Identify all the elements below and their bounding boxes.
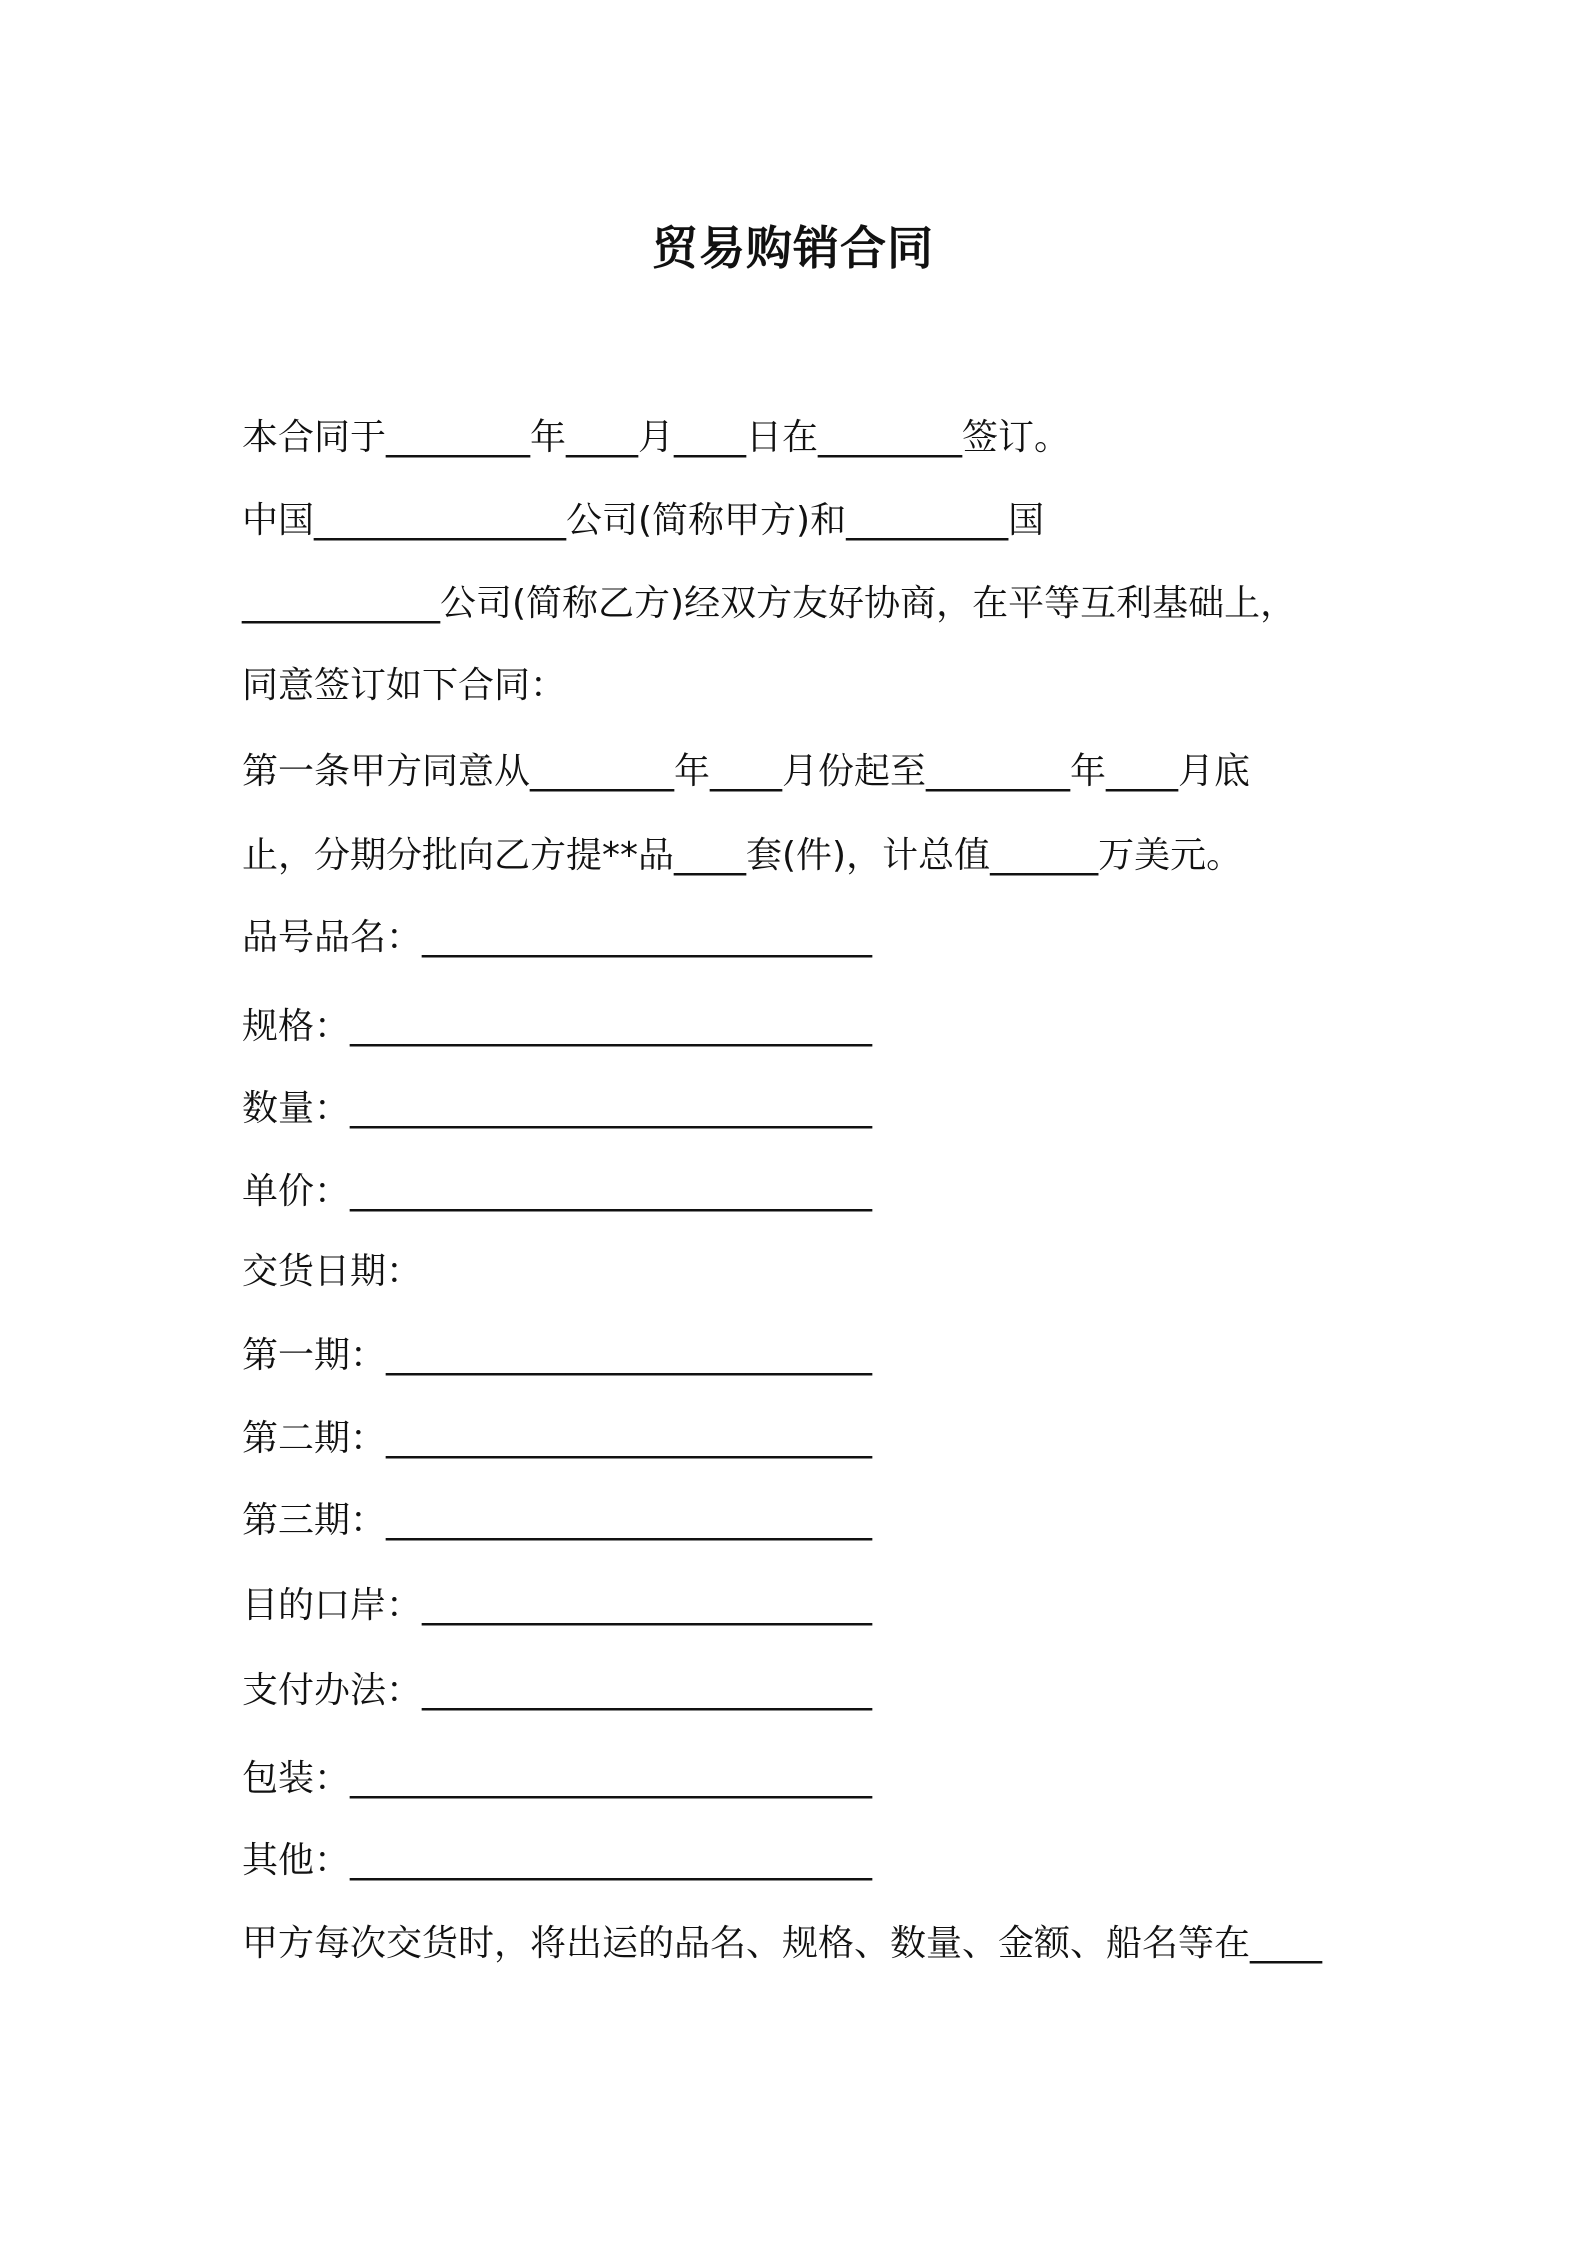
document-title: 贸易购销合同 — [652, 221, 934, 275]
field-specification: 规格：_____________________________ — [242, 1006, 873, 1047]
field-product-name: 品号品名：_________________________ — [242, 917, 873, 958]
clause-agreement: 同意签订如下合同： — [242, 665, 567, 706]
article-1-line-2: 止，分期分批向乙方提**品____套(件)，计总值______万美元。 — [242, 835, 1243, 876]
field-phase-3: 第三期：___________________________ — [242, 1500, 873, 1541]
clause-party-b: ___________公司(简称乙方)经双方友好协商，在平等互利基础上， — [242, 583, 1297, 624]
field-unit-price: 单价：_____________________________ — [242, 1171, 873, 1212]
field-destination-port: 目的口岸：_________________________ — [242, 1585, 873, 1626]
field-quantity: 数量：_____________________________ — [242, 1088, 873, 1129]
clause-signing-date: 本合同于________年____月____日在________签订。 — [242, 417, 1071, 458]
field-other: 其他：_____________________________ — [242, 1840, 873, 1881]
field-delivery-date: 交货日期： — [242, 1251, 423, 1292]
field-payment-method: 支付办法：_________________________ — [242, 1670, 873, 1711]
field-packaging: 包装：_____________________________ — [242, 1758, 873, 1799]
clause-party-a: 中国______________公司(简称甲方)和_________国 — [242, 500, 1045, 541]
clause-delivery-notice: 甲方每次交货时，将出运的品名、规格、数量、金额、船名等在____ — [242, 1923, 1323, 1964]
field-phase-2: 第二期：___________________________ — [242, 1418, 873, 1459]
field-phase-1: 第一期：___________________________ — [242, 1335, 873, 1376]
article-1-line-1: 第一条甲方同意从________年____月份起至________年____月底 — [242, 751, 1251, 792]
